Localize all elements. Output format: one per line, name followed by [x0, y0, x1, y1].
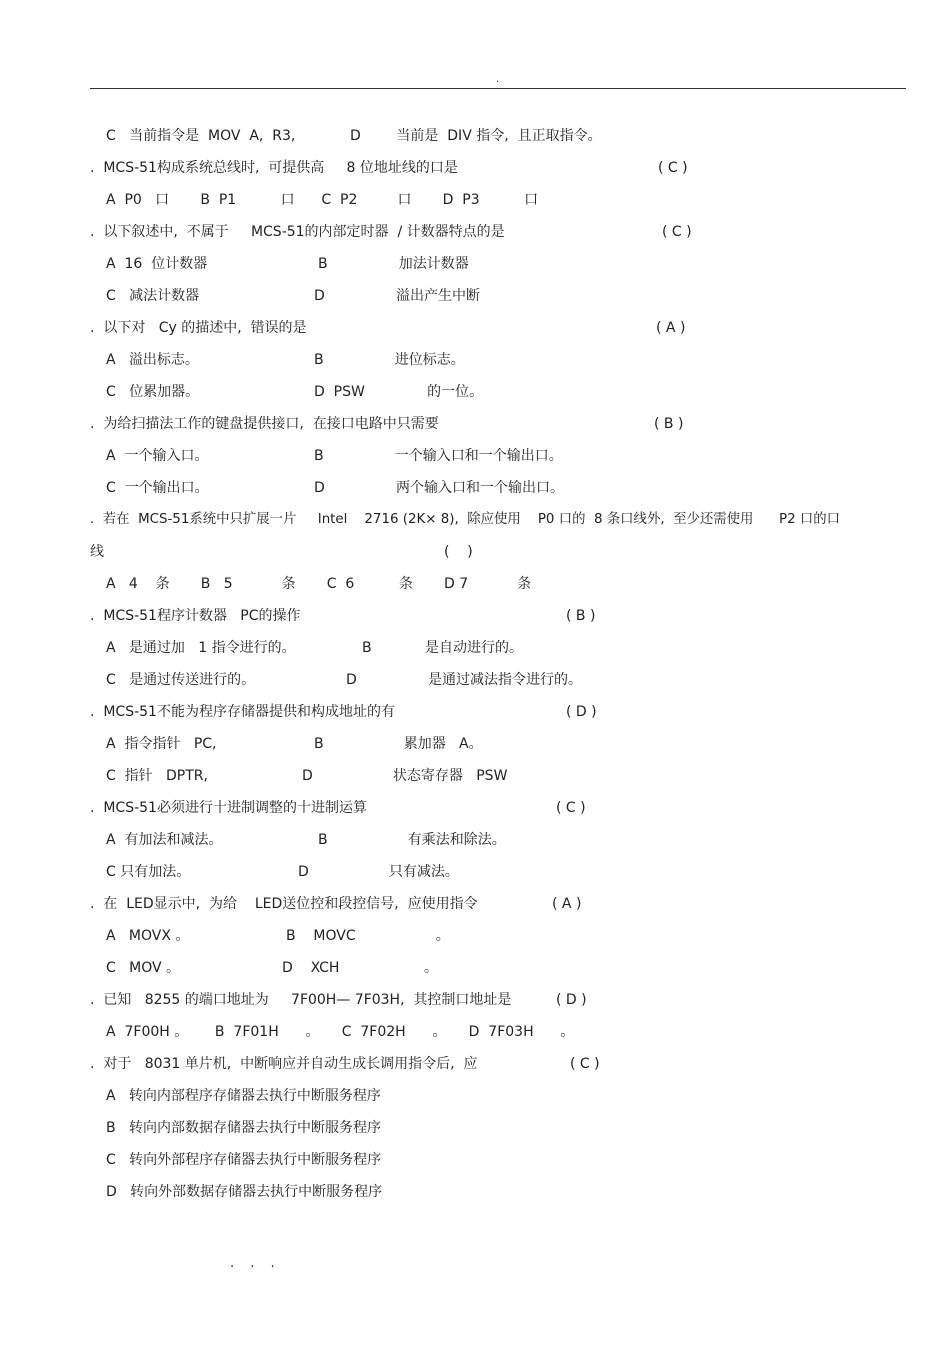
question-line: . MCS-51不能为程序存储器提供和构成地址的有	[90, 704, 395, 720]
answer: ( )	[444, 544, 473, 560]
option-line: D 溢出产生中断	[314, 288, 480, 304]
option-line: A 转向内部程序存储器去执行中断服务程序	[106, 1088, 381, 1104]
option-line: A 7F00H 。 B 7F01H 。 C 7F02H 。 D 7F03H 。	[106, 1024, 575, 1040]
option-line: D PSW 的一位。	[314, 384, 484, 400]
answer: ( C )	[556, 800, 586, 816]
option-line: C 当前指令是 MOV A, R3,	[106, 128, 296, 144]
option-line: A 溢出标志。	[106, 352, 199, 368]
option-line: C 只有加法。	[106, 864, 191, 880]
option-line: A 一个输入口。	[106, 448, 209, 464]
option-line: A MOVX 。	[106, 928, 190, 944]
question-line: . 若在 MCS-51系统中只扩展一片 Intel 2716 (2K× 8), 除应使用 P0 口的 8 条口线外, 至少还需使用 P2 口的口	[90, 512, 841, 527]
question-line: . 对于 8031 单片机, 中断响应并自动生成长调用指令后, 应	[90, 1056, 478, 1072]
answer: ( B )	[654, 416, 684, 432]
option-line: B 加法计数器	[318, 256, 469, 272]
option-line: B MOVC 。	[286, 928, 450, 944]
option-line: C 转向外部程序存储器去执行中断服务程序	[106, 1152, 382, 1168]
question-line: 线	[90, 544, 104, 560]
option-line: A 有加法和减法。	[106, 832, 223, 848]
option-line: B 进位标志。	[314, 352, 465, 368]
option-line: D 只有减法。	[298, 864, 459, 880]
option-line: B 一个输入口和一个输出口。	[314, 448, 563, 464]
option-line: D 是通过减法指令进行的。	[346, 672, 582, 688]
answer: ( B )	[566, 608, 596, 624]
option-line: B 转向内部数据存储器去执行中断服务程序	[106, 1120, 381, 1136]
question-line: . 已知 8255 的端口地址为 7F00H— 7F03H, 其控制口地址是	[90, 992, 512, 1008]
question-line: . MCS-51程序计数器 PC的操作	[90, 608, 301, 624]
option-line: B 累加器 A。	[314, 736, 483, 752]
option-line: A 指令指针 PC,	[106, 736, 217, 752]
option-line: D 两个输入口和一个输出口。	[314, 480, 564, 496]
option-line: A 4 条 B 5 条 C 6 条 D 7 条	[106, 576, 532, 592]
option-line: A 16 位计数器	[106, 256, 208, 272]
question-line: . 为给扫描法工作的键盘提供接口, 在接口电路中只需要	[90, 416, 439, 432]
header-dot: .	[496, 74, 500, 85]
header-rule	[90, 88, 906, 89]
option-line: D XCH 。	[282, 960, 439, 976]
option-line: C 位累加器。	[106, 384, 200, 400]
option-line: B 有乘法和除法。	[318, 832, 506, 848]
option-line: B 是自动进行的。	[362, 640, 524, 656]
question-line: . 以下叙述中, 不属于 MCS-51的内部定时器 / 计数器特点的是	[90, 224, 505, 240]
answer: ( D )	[556, 992, 587, 1008]
option-line: C 指针 DPTR,	[106, 768, 208, 784]
question-line: . MCS-51必须进行十进制调整的十进制运算	[90, 800, 367, 816]
option-line: C 减法计数器	[106, 288, 200, 304]
option-line: C MOV 。	[106, 960, 181, 976]
option-line: A P0 口 B P1 口 C P2 口 D P3 口	[106, 192, 539, 208]
option-line: C 是通过传送进行的。	[106, 672, 256, 688]
option-line: D 状态寄存器 PSW	[302, 768, 508, 784]
option-line: D 转向外部数据存储器去执行中断服务程序	[106, 1184, 383, 1200]
answer: ( C )	[570, 1056, 600, 1072]
answer: ( C )	[658, 160, 688, 176]
question-line: . MCS-51构成系统总线时, 可提供高 8 位地址线的口是	[90, 160, 458, 176]
answer: ( C )	[662, 224, 692, 240]
answer: ( A )	[656, 320, 686, 336]
answer: ( D )	[566, 704, 597, 720]
answer: ( A )	[552, 896, 582, 912]
option-line: C 一个输出口。	[106, 480, 209, 496]
footer-dots: . . .	[230, 1256, 281, 1271]
question-line: . 以下对 Cy 的描述中, 错误的是	[90, 320, 307, 336]
option-line: D 当前是 DIV 指令, 且正取指令。	[350, 128, 602, 144]
question-line: . 在 LED显示中, 为给 LED送位控和段控信号, 应使用指令	[90, 896, 478, 912]
option-line: A 是通过加 1 指令进行的。	[106, 640, 296, 656]
